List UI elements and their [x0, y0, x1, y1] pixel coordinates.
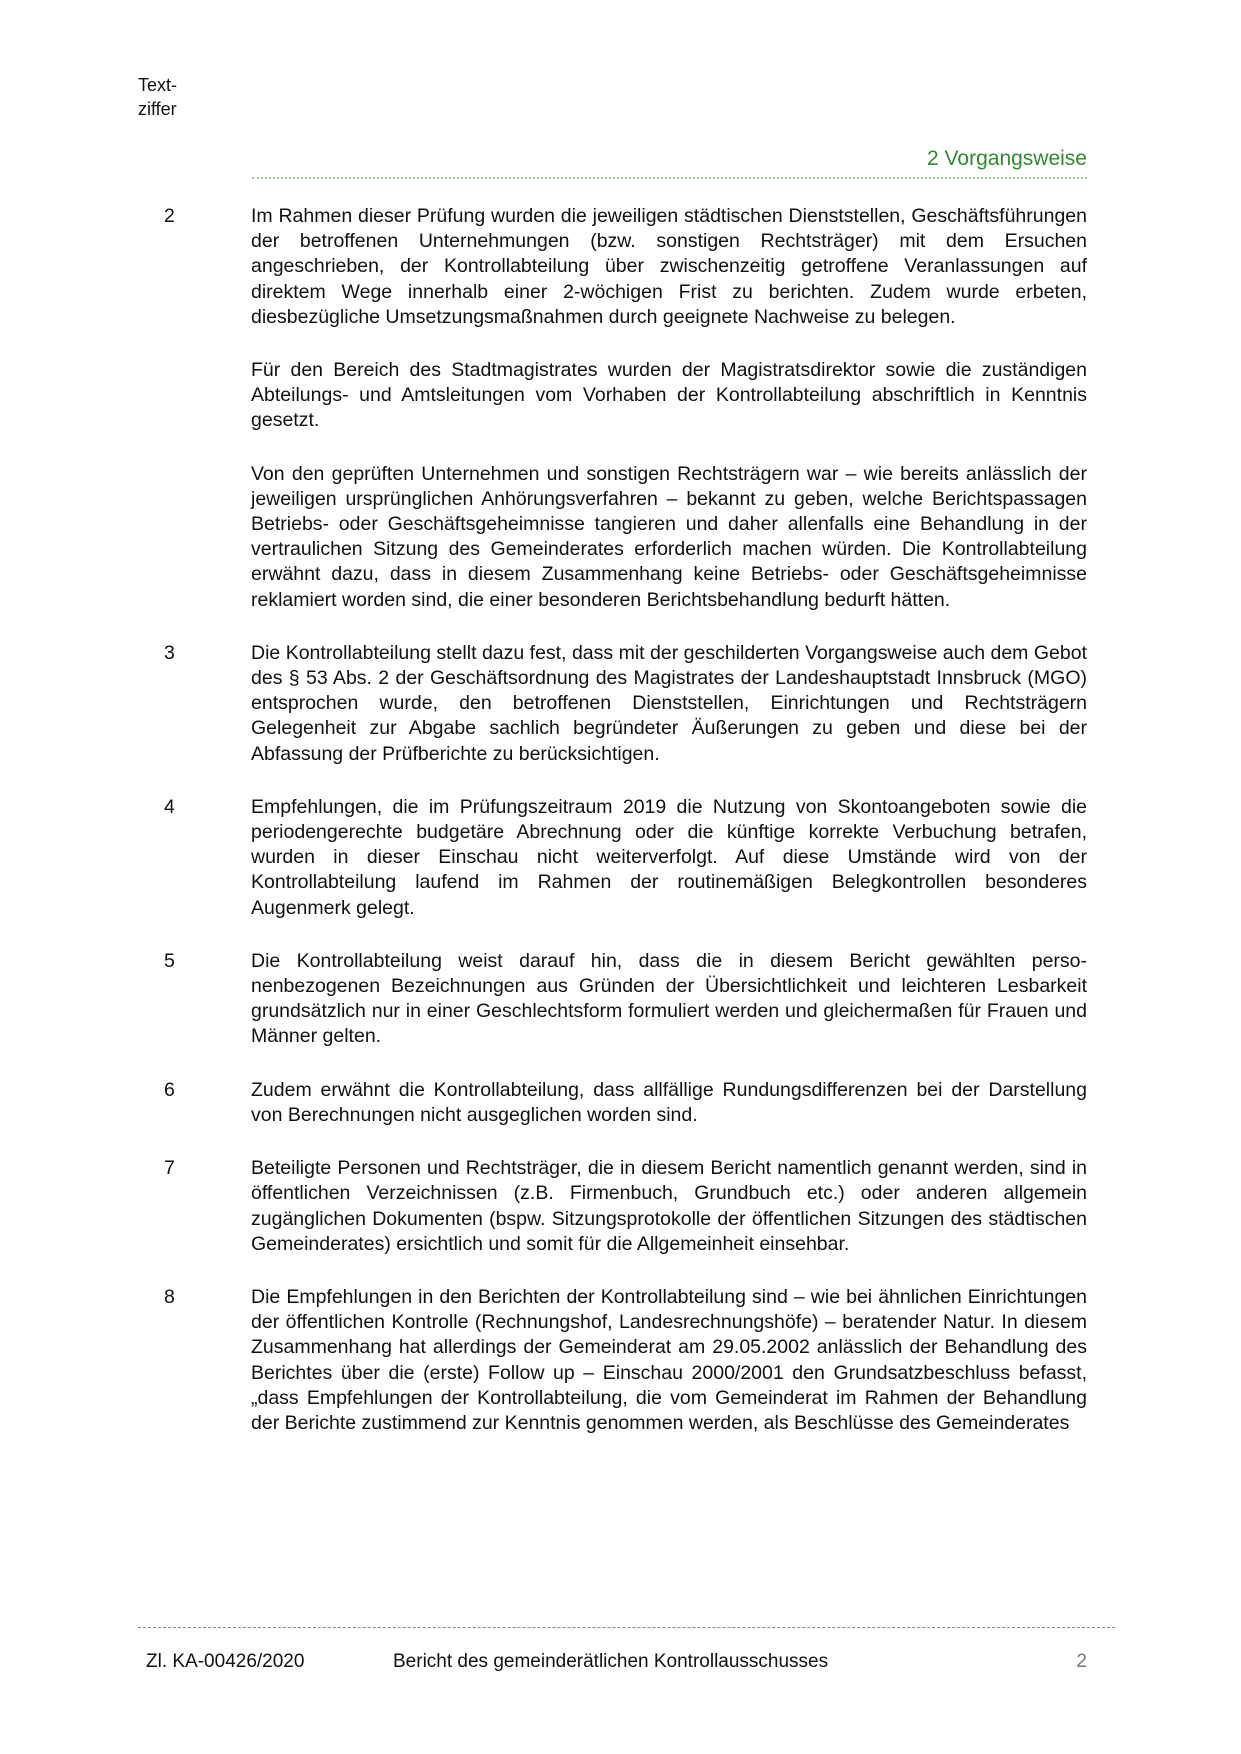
paragraph-number: 3	[164, 641, 175, 664]
margin-label-textziffer: Text- ziffer	[138, 75, 178, 119]
paragraph-text: Im Rahmen dieser Prüfung wurden die jeweiligen städtischen Dienststellen, Geschäftsführungen der betroffenen Unternehmungen (bzw. sonstigen Rechtsträger) mit dem Ersuchen angeschrieben, der Kontrollabteilung über zwischenzeitig getroffene Veranlassungen auf direktem Wege innerhalb einer 2-wöchigen Frist zu berichten. Zudem wurde erbeten, diesbezügliche Umsetzungsmaßnahmen durch geeignete Nachweise zu belegen.	[251, 205, 1087, 328]
paragraph-number: 6	[164, 1078, 175, 1101]
paragraph-6	[0, 1078, 1241, 1128]
paragraph-2c	[0, 462, 1241, 613]
footer-divider	[138, 1627, 1115, 1628]
paragraph-text: Die Kontrollabteilung weist darauf hin, dass die in diesem Bericht gewählten personenbezogenen Bezeichnungen aus Gründen der Übersichtlichkeit und leichteren Lesbarkeit grundsätzlich nur in einer Geschlechtsform formuliert werden und gleichermaßen für Frauen und Männer gelten.	[251, 949, 1087, 1048]
paragraph-2a	[0, 204, 1241, 330]
paragraph-text: Für den Bereich des Stadtmagistrates wurden der Magistratsdirektor sowie die zuständigen Abteilungs- und Amtsleitungen vom Vorhaben der Kontrollabteilung abschriftlich in Kenntnis gesetzt.	[251, 359, 1087, 432]
document-body	[0, 204, 1241, 1464]
paragraph-text: Empfehlungen, die im Prüfungszeitraum 2019 die Nutzung von Skontoangeboten sowie die periodengerechte budgetäre Abrechnung oder die künftige korrekte Verbuchung betrafen, wurden in dieser Einschau nicht weiterverfolgt. Auf diese Umstände wird von der Kontrollabteilung laufend im Rahmen der routinemäßigen Belegkontrollen besonderes Augenmerk gelegt.	[251, 795, 1087, 919]
paragraph-3	[0, 641, 1241, 767]
chapter-heading: 2 Vorgangsweise	[927, 147, 1087, 170]
paragraph-number: 8	[164, 1285, 175, 1308]
chapter-divider	[252, 177, 1087, 179]
paragraph-text: Zudem erwähnt die Kontrollabteilung, dass allfällige Rundungsdifferenzen bei der Darstellung von Berechnungen nicht ausgeglichen worden sind.	[251, 1078, 1087, 1126]
paragraph-8	[0, 1285, 1241, 1436]
footer-title: Bericht des gemeinderätlichen Kontrollausschusses	[393, 1651, 829, 1672]
paragraph-number: 7	[164, 1157, 175, 1180]
paragraph-number: 5	[164, 949, 175, 972]
paragraph-text: Beteiligte Personen und Rechtsträger, die in diesem Bericht namentlich genannt werden, sind in öffentlichen Verzeichnissen (z.B. Firmenbuch, Grundbuch etc.) oder anderen allgemein zugänglichen Dokumenten (bspw. Sitzungsprotokolle der öffentlichen Sitzungen des städtischen Gemeinderates) ersichtlich und somit für die Allgemeinheit einsehbar.	[251, 1157, 1087, 1255]
paragraph-7	[0, 1156, 1241, 1257]
paragraph-number: 2	[164, 205, 175, 227]
paragraph-number: 4	[164, 795, 175, 818]
paragraph-5	[0, 949, 1241, 1050]
footer-reference: Zl. KA-00426/2020	[146, 1651, 305, 1672]
paragraph-text: Von den geprüften Unternehmen und sonstigen Rechtsträgern war – wie bereits anlässlich der jeweiligen ursprünglichen Anhörungsverfahren – bekannt zu geben, welche Berichtspassagen Betriebs- oder Geschäftsgeheimnisse tangieren und daher allenfalls eine Behandlung in der vertraulichen Sitzung des Gemeinderates erforderlich machen würden. Die Kontrollabteilung erwähnt dazu, dass in diesem Zusammenhang keine Betriebs- oder Geschäftsgeheimnisse reklamiert worden sind, die einer besonderen Berichtsbehandlung bedurft hätten.	[251, 462, 1087, 611]
paragraph-2b	[0, 358, 1241, 434]
page-number: 2	[1076, 1651, 1087, 1672]
paragraph-text: Die Kontrollabteilung stellt dazu fest, dass mit der geschilderten Vorgangsweise auch dem Gebot des § 53 Abs. 2 der Geschäftsordnung des Magistrates der Landeshauptstadt Innsbruck (MGO) entsprochen wurde, den betroffenen Dienststellen, Einrichtungen und Rechtsträgern Gelegenheit zur Abgabe sachlich begründeter Äußerungen zu geben und diese bei der Abfassung der Prüfberichte zu berücksichtigen.	[251, 641, 1087, 765]
paragraph-text: Die Empfehlungen in den Berichten der Kontrollabteilung sind – wie bei ähnlichen Einrichtungen der öffentlichen Kontrolle (Rechnungshof, Landesrechnungshöfe) – beratender Natur. In diesem Zusammenhang hat allerdings der Gemeinderat am 29.05.2002 anlässlich der Behandlung des Berichtes über die (erste) Follow up – Einschau 2000/2001 den Grundsatzbeschluss befasst, „dass Empfehlungen der Kontrollabteilung, die vom Gemeinderat im Rahmen der Behandlung der Berichte zustimmend zur Kenntnis genommen werden, als Beschlüsse des Gemeinderates	[251, 1285, 1087, 1434]
paragraph-4	[0, 795, 1241, 921]
